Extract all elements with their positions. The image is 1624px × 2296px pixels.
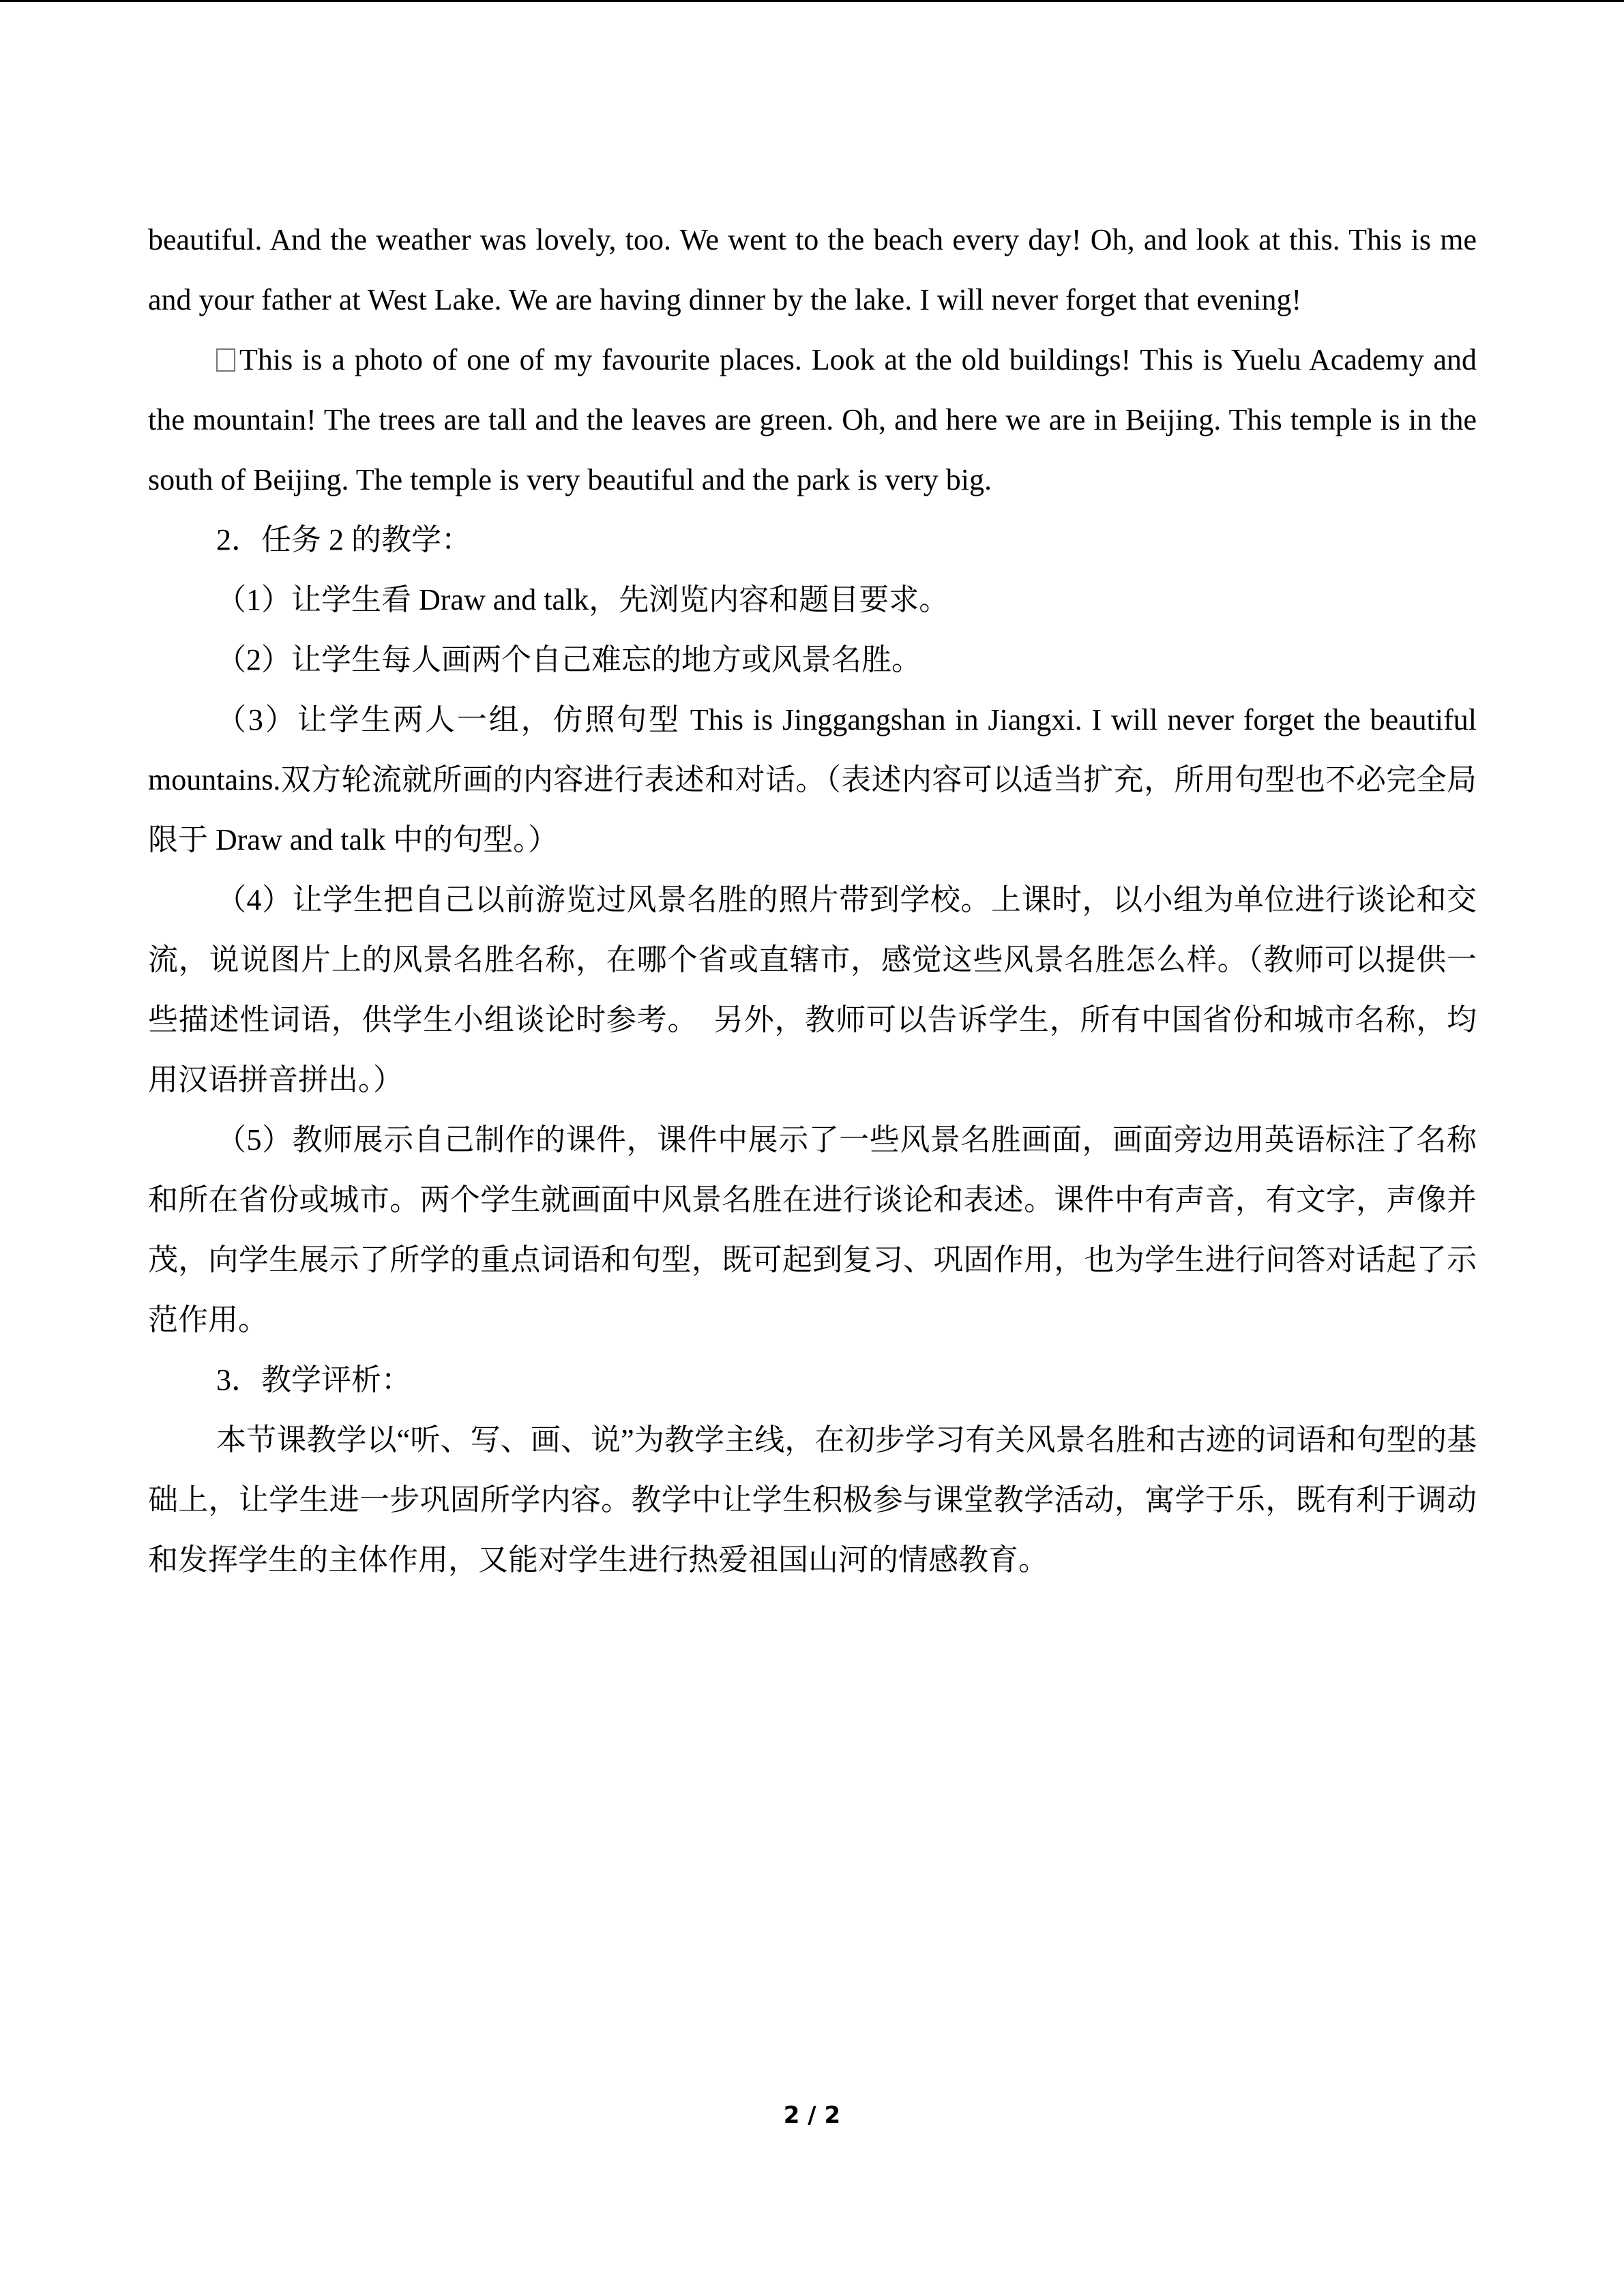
heading-teaching-analysis: 3．教学评析： [216, 1363, 411, 1397]
step-3: （3）让学生两人一组，仿照句型 This is Jinggangshan in Jiangxi. I will never forget the beautiful mountains.双方轮流就所画的内容进行表述和对话。（表述内容可以适当扩充，所用句型也不必完全局限于 Draw and talk 中的句型。） [148, 703, 1507, 856]
paragraph-favourite-places [148, 330, 1477, 510]
step-4: （4）让学生把自己以前游览过风景名胜的照片带到学校。上课时，以小组为单位进行谈论和交流，说说图片上的风景名胜名称，在哪个省或直辖市，感觉这些风景名胜怎么样。（教师可以提供一些描述性词语，供学生小组谈论时参考。 另外，教师可以告诉学生，所有中国省份和城市名称，均用汉语拼音拼出。） [148, 883, 1477, 1097]
step-5: （5）教师展示自己制作的课件，课件中展示了一些风景名胜画面，画面旁边用英语标注了名称和所在省份或城市。两个学生就画面中风景名胜在进行谈论和表述。课件中有声音，有文字，声像并茂，向学生展示了所学的重点词语和句型，既可起到复习、巩固作用，也为学生进行问答对话起了示范作用。 [148, 1123, 1477, 1337]
paragraph-story-continued: beautiful. And the weather was lovely, too. We went to the beach every day! Oh, and look at this. This is me and your father at West Lake. We are having dinner by the lake. I will never forget that evening! [148, 223, 1477, 316]
step-2: （2）让学生每人画两个自己难忘的地方或风景名胜。 [216, 643, 921, 676]
document-body [148, 210, 1507, 1590]
paragraph-favourite-places-text: This is a photo of one of my favourite places. Look at the old buildings! This is Yuelu Academy and the mountain! The trees are tall and the leaves are green. Oh, and here we are in Beijing. This temple is in the south of Beijing. The temple is very beautiful and the park is very big. [148, 343, 1477, 496]
top-border-line [0, 0, 1624, 2]
missing-glyph-box [216, 348, 235, 372]
heading-task-2: 2．任务 2 的教学： [216, 523, 471, 556]
step-1: （1）让学生看 Draw and talk，先浏览内容和题目要求。 [216, 583, 949, 616]
paragraph-analysis: 本节课教学以“听、写、画、说”为教学主线，在初步学习有关风景名胜和古迹的词语和句型的基础上，让学生进一步巩固所学内容。教学中让学生积极参与课堂教学活动，寓学于乐，既有利于调动和发挥学生的主体作用，又能对学生进行热爱祖国山河的情感教育。 [148, 1423, 1477, 1577]
page-number: 2 / 2 [783, 2102, 841, 2129]
